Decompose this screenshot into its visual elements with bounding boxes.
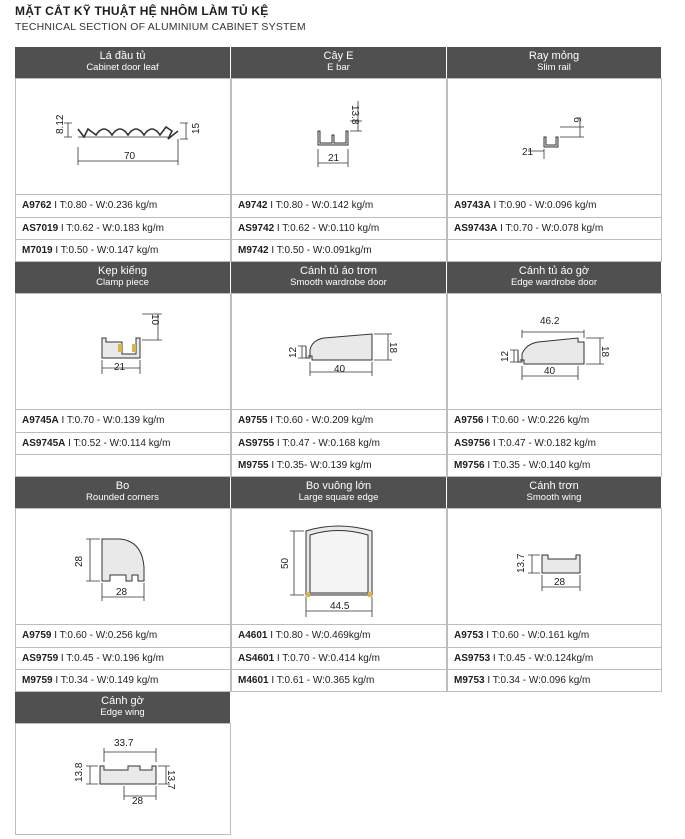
spec-row [15, 240, 231, 262]
product-code: A4601 [238, 630, 268, 641]
profile-header [447, 477, 662, 508]
profile-header [447, 262, 662, 293]
profile-name-en: Rounded corners [86, 492, 159, 503]
spec-row [15, 410, 231, 433]
profile-header [231, 477, 447, 508]
product-spec: I T:0.50 - W:0.147 kg/m [55, 245, 159, 256]
profile-name-en: Smooth wing [526, 492, 582, 503]
product-spec: I T:0.35 - W:0.140 kg/m [487, 460, 591, 471]
profile-drawing [15, 508, 231, 625]
profile-name-vn: Cánh tủ áo trơn [300, 265, 377, 277]
cabinet-door-leaf-section [16, 79, 230, 194]
product-code: AS9756 [454, 438, 491, 449]
product-spec: I T:0.47 - W:0.182 kg/m [492, 438, 596, 449]
profile-name-en: Smooth wardrobe door [290, 277, 387, 288]
spec-row [15, 195, 231, 218]
page-subtitle: TECHNICAL SECTION OF ALUMINIUM CABINET SYSTEM [15, 21, 306, 33]
spec-row [231, 195, 447, 218]
product-spec: I T:0.70 - W:0.078 kg/m [500, 223, 604, 234]
profile-name-vn: Cánh gờ [101, 695, 144, 707]
profile-drawing [231, 293, 447, 410]
spec-row [15, 648, 231, 670]
spec-row [447, 648, 662, 670]
dim-label: 10 [149, 314, 160, 326]
profile-name-vn: Cây E [323, 50, 354, 62]
dim-label: 21 [328, 153, 340, 164]
spec-row-empty [15, 455, 231, 477]
profile-drawing [15, 78, 231, 195]
product-spec: I T:0.80 - W:0.142 kg/m [270, 200, 374, 211]
spec-row-empty [447, 240, 662, 262]
page-title: MẶT CẮT KỸ THUẬT HỆ NHÔM LÀM TỦ KỆ [15, 4, 269, 18]
product-code: A9743A [454, 200, 491, 211]
dim-label: 28 [132, 796, 144, 807]
product-code: A9756 [454, 415, 484, 426]
dim-label: 6 [571, 117, 582, 123]
profile-name-en: Edge wardrobe door [510, 277, 598, 288]
profile-name-vn: Cánh trơn [529, 480, 579, 492]
product-code: A9762 [22, 200, 52, 211]
product-code: A9753 [454, 630, 484, 641]
dim-label: 13.7 [516, 553, 527, 573]
profile-name-en: Large square edge [298, 492, 379, 503]
spec-row [447, 625, 662, 648]
spec-row [447, 455, 662, 477]
product-code: M7019 [22, 245, 53, 256]
spec-row [15, 625, 231, 648]
smooth-wardrobe-door-section [232, 294, 446, 409]
smooth-wing-section [448, 509, 661, 624]
dim-label: 21 [522, 147, 534, 158]
dim-label: 18 [387, 342, 398, 354]
product-code: AS9755 [238, 438, 275, 449]
dim-label: 50 [280, 557, 291, 569]
edge-wardrobe-door-section [448, 294, 661, 409]
product-code: M9755 [238, 460, 269, 471]
product-spec: I T:0.60 - W:0.226 kg/m [486, 415, 590, 426]
dim-label: 13.8 [349, 105, 360, 125]
dim-label: 28 [116, 587, 128, 598]
dim-label: 33.7 [114, 738, 134, 749]
product-spec: I T:0.34 - W:0.096 kg/m [487, 675, 591, 686]
large-square-edge-section [232, 509, 446, 624]
product-spec: I T:0.60 - W:0.256 kg/m [54, 630, 158, 641]
product-spec: I T:0.52 - W:0.114 kg/m [68, 438, 171, 449]
spec-row [15, 218, 231, 240]
dim-label: 18 [599, 346, 610, 358]
spec-row [447, 195, 662, 218]
spec-row [15, 433, 231, 455]
rounded-corners-section [16, 509, 230, 624]
profile-header [447, 47, 662, 78]
profile-header [15, 692, 231, 723]
dim-label: 40 [334, 364, 346, 375]
profile-name-vn: Bo [115, 480, 130, 492]
spec-row [231, 670, 447, 692]
spec-row [231, 625, 447, 648]
product-spec: I T:0.80 - W:0.469kg/m [270, 630, 371, 641]
product-spec: I T:0.45 - W:0.196 kg/m [60, 653, 164, 664]
product-code: AS9743A [454, 223, 498, 234]
profile-name-en: Cabinet door leaf [86, 62, 159, 73]
product-code: AS9745A [22, 438, 66, 449]
dim-label: 15 [191, 122, 202, 134]
profile-drawing [447, 293, 662, 410]
spec-row [231, 218, 447, 240]
product-code: A9742 [238, 200, 268, 211]
product-spec: I T:0.47 - W:0.168 kg/m [276, 438, 380, 449]
dim-label: 44.5 [330, 601, 350, 612]
spec-row [15, 670, 231, 692]
product-spec: I T:0.61 - W:0.365 kg/m [271, 675, 375, 686]
product-code: M9759 [22, 675, 53, 686]
product-code: AS9759 [22, 653, 59, 664]
spec-row [231, 410, 447, 433]
product-code: AS9753 [454, 653, 491, 664]
product-spec: I T:0.60 - W:0.209 kg/m [270, 415, 374, 426]
dim-label: 40 [544, 366, 556, 377]
product-spec: I T:0.50 - W:0.091kg/m [271, 245, 372, 256]
dim-label: 13.8 [74, 762, 85, 782]
spec-row [231, 433, 447, 455]
product-code: AS9742 [238, 223, 275, 234]
profile-name-en: Edge wing [100, 707, 145, 718]
product-spec: I T:0.62 - W:0.183 kg/m [60, 223, 164, 234]
spec-row [447, 670, 662, 692]
dim-label: 46.2 [540, 316, 560, 327]
profile-header [231, 47, 447, 78]
product-spec: I T:0.45 - W:0.124kg/m [492, 653, 594, 664]
profile-header [15, 47, 231, 78]
profile-drawing [15, 293, 231, 410]
dim-label: 12 [500, 350, 511, 362]
profile-drawing [447, 508, 662, 625]
clamp-piece-section [16, 294, 230, 409]
dim-label: 8.12 [55, 114, 66, 134]
product-code: A9745A [22, 415, 59, 426]
product-code: M9756 [454, 460, 485, 471]
profile-name-vn: Bo vuông lớn [305, 480, 372, 492]
product-code: M9753 [454, 675, 485, 686]
spec-row [231, 455, 447, 477]
e-bar-section [232, 79, 446, 194]
slim-rail-section [448, 79, 661, 194]
product-spec: I T:0.60 - W:0.161 kg/m [486, 630, 590, 641]
profile-name-en: Slim rail [537, 62, 571, 73]
spec-row [447, 410, 662, 433]
spec-row [447, 433, 662, 455]
profile-drawing [231, 508, 447, 625]
product-spec: I T:0.62 - W:0.110 kg/m [276, 223, 380, 234]
profile-name-vn: Cánh tủ áo gờ [518, 265, 590, 277]
product-code: M4601 [238, 675, 269, 686]
spec-row [231, 240, 447, 262]
product-code: A9759 [22, 630, 52, 641]
product-spec: I T:0.35- W:0.139 kg/m [271, 460, 372, 471]
dim-label: 70 [124, 151, 136, 162]
profile-name-vn: Lá đầu tủ [99, 50, 146, 62]
spec-row [231, 648, 447, 670]
dim-label: 13.7 [165, 770, 176, 790]
profile-header [15, 477, 231, 508]
profile-name-en: Clamp piece [96, 277, 149, 288]
product-code: A9755 [238, 415, 268, 426]
profile-header [231, 262, 447, 293]
profile-name-vn: Ray mỏng [528, 50, 580, 62]
product-spec: I T:0.90 - W:0.096 kg/m [493, 200, 597, 211]
dim-label: 12 [288, 346, 299, 358]
product-spec: I T:0.34 - W:0.149 kg/m [55, 675, 159, 686]
edge-wing-section [16, 724, 230, 834]
product-spec: I T:0.80 - W:0.236 kg/m [54, 200, 158, 211]
profile-header [15, 262, 231, 293]
product-spec: I T:0.70 - W:0.414 kg/m [276, 653, 380, 664]
profile-drawing [15, 723, 231, 835]
product-code: AS7019 [22, 223, 59, 234]
product-code: M9742 [238, 245, 269, 256]
profile-drawing [447, 78, 662, 195]
product-code: AS4601 [238, 653, 275, 664]
dim-label: 28 [74, 555, 85, 567]
product-spec: I T:0.70 - W:0.139 kg/m [61, 415, 165, 426]
dim-label: 28 [554, 577, 566, 588]
profile-name-vn: Kẹp kiếng [98, 265, 147, 277]
dim-label: 21 [114, 362, 126, 373]
spec-row [447, 218, 662, 240]
profile-name-en: E bar [327, 62, 350, 73]
profile-drawing [231, 78, 447, 195]
